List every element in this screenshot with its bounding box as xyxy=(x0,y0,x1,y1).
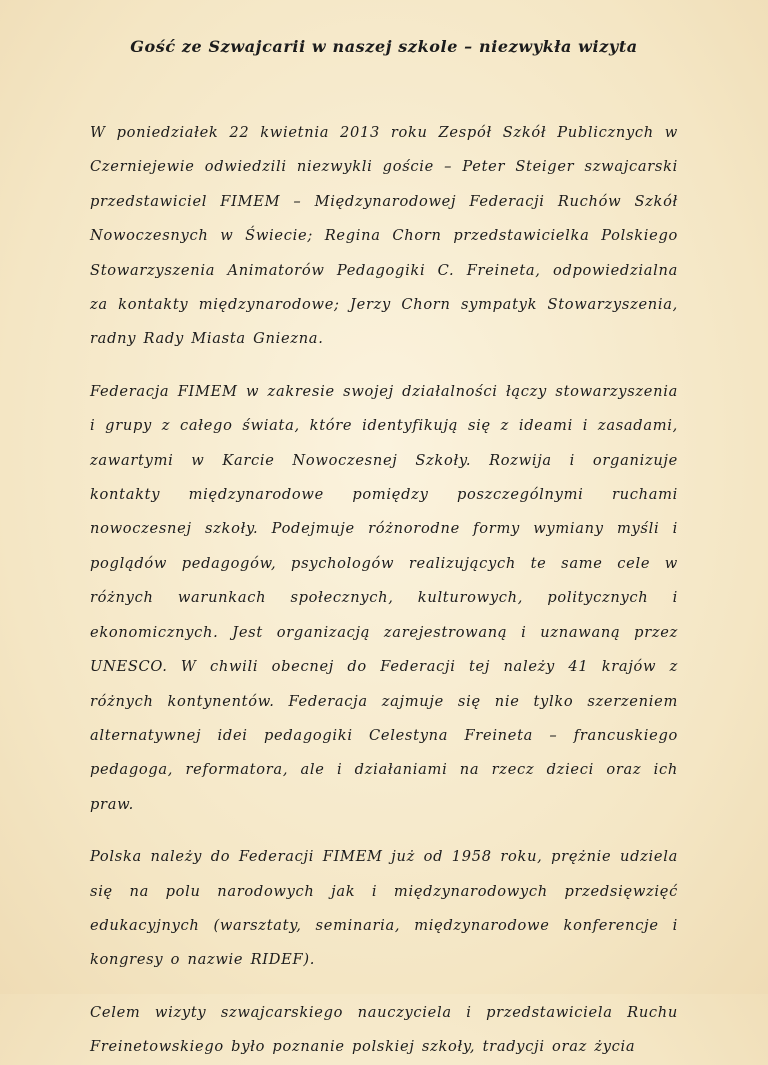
paragraph-purpose: Celem wizyty szwajcarskiego nauczyciela i przedstawiciela Ruchu Freinetowskiego było poznanie polskiej szkoły, tradycji oraz życia xyxy=(90,1003,678,1056)
paragraph-poland: Polska należy do Federacji FIMEM już od 1958 roku, prężnie udziela się na polu narodowych jak i międzynarodowych przedsięwzięć edukacyjnych (warsztaty, seminaria, międzynarodowe konferencje i kongresy o nazwie RIDEF). xyxy=(90,848,678,969)
paragraph-federation: Federacja FIMEM w zakresie swojej działalności łączy stowarzyszenia i grupy z całego świata, które identyfikują się z ideami i zasadami, zawartymi w Karcie Nowoczesnej Szkoły. Rozwija i organizuje kontakty międzynarodowe pomiędzy poszczególnymi ruchami nowoczesnej szkoły. Podejmuje różnorodne formy wymiany myśli i poglądów pedagogów, psychologów realizujących te same cele w różnych warunkach społecznych, kulturowych, politycznych i ekonomicznych. Jest organizacją zarejestrowaną i uznawaną przez UNESCO. W chwili obecnej do Federacji tej należy 41 krajów z różnych kontynentów. Federacja zajmuje się nie tylko szerzeniem alternatywnej idei pedagogiki Celestyna Freineta – francuskiego pedagoga, reformatora, ale i działaniami na rzecz dzieci oraz ich praw. xyxy=(90,382,678,813)
document-title: Gość ze Szwajcarii w naszej szkole – niezwykła wizyta xyxy=(130,37,638,56)
paragraph-visit: W poniedziałek 22 kwietnia 2013 roku Zespół Szkół Publicznych w Czerniejewie odwiedzili niezwykli goście – Peter Steiger szwajcarski przedstawiciel FIMEM – Międzynarodowej Federacji Ruchów Szkół Nowoczesnych w Świecie; Regina Chorn przedstawicielka Polskiego Stowarzyszenia Animatorów Pedagogiki C. Freineta, odpowiedzialna za kontakty międzynarodowe; Jerzy Chorn sympatyk Stowarzyszenia, radny Rady Miasta Gniezna. xyxy=(90,124,678,348)
